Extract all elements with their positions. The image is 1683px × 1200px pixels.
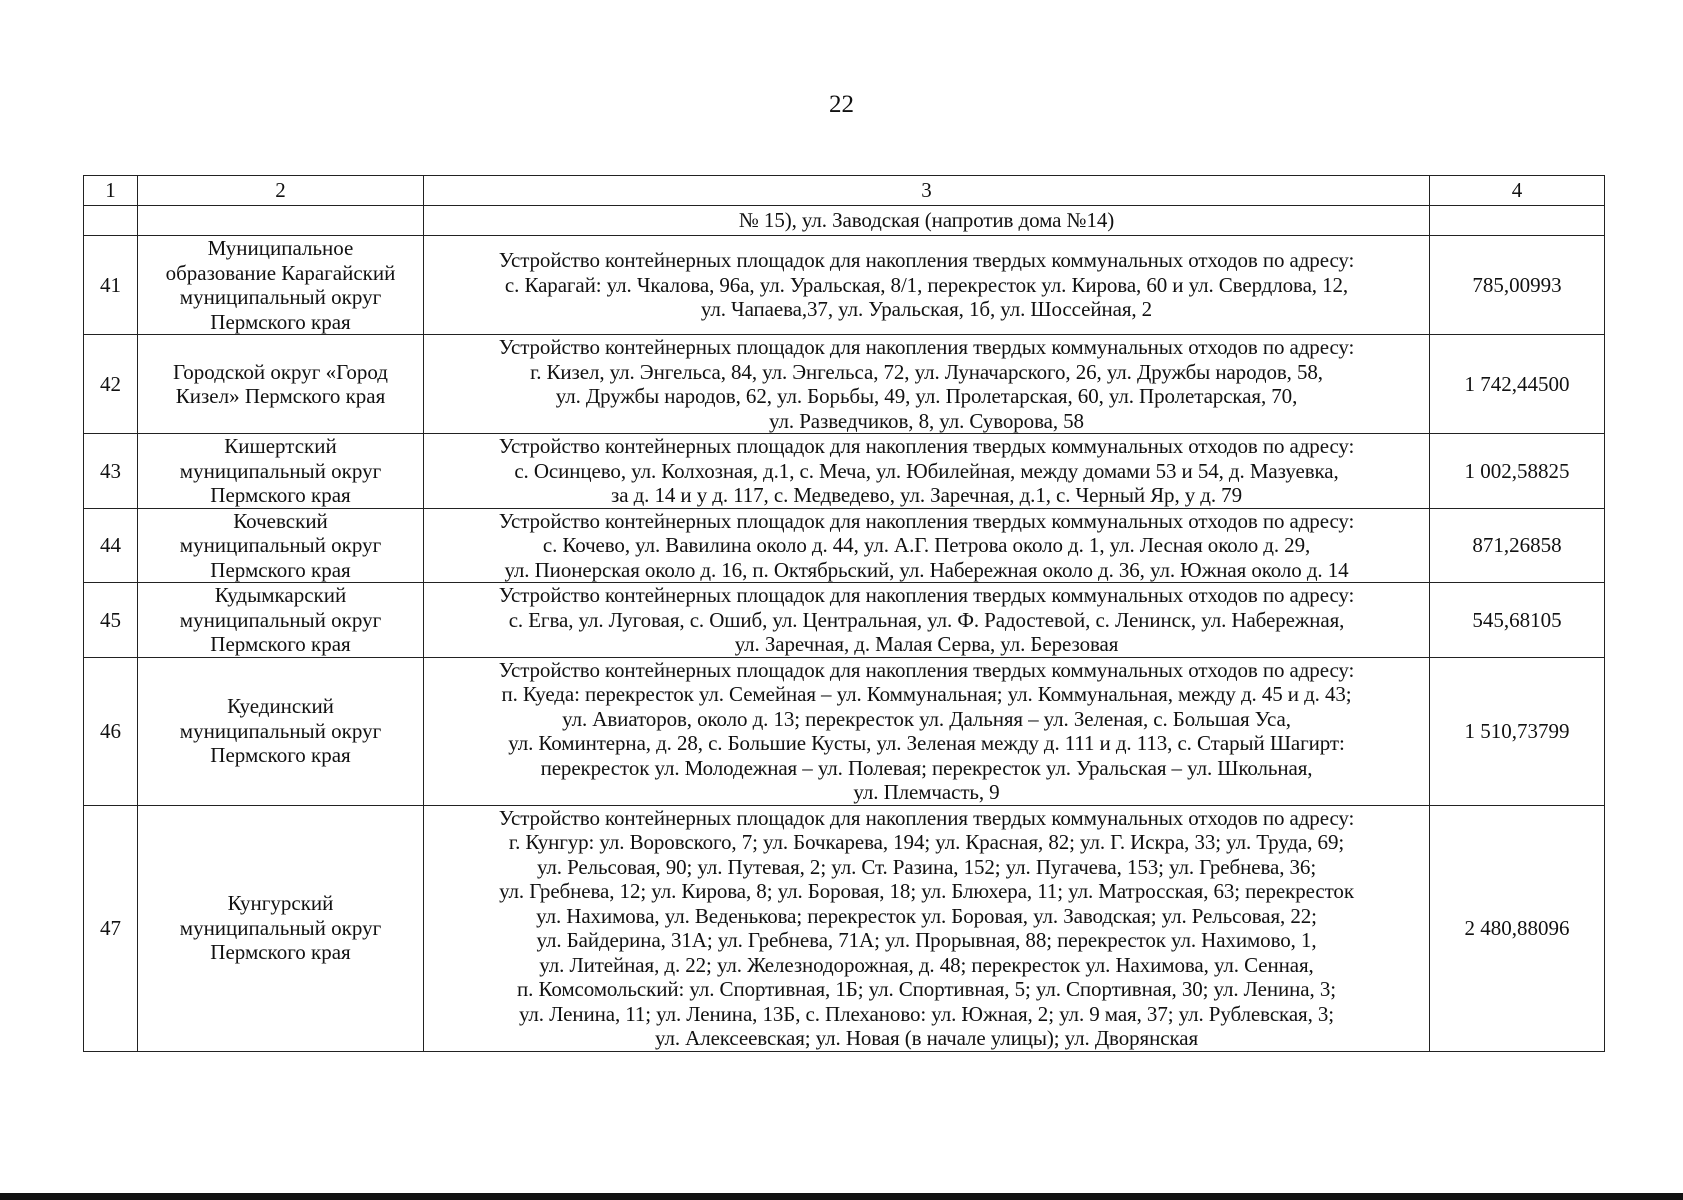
amount-cell: 1 742,44500 — [1430, 335, 1605, 434]
description-line: п. Куеда: перекресток ул. Семейная – ул. Коммунальная; ул. Коммунальная, между д. 45 и д. 43; — [501, 682, 1352, 706]
description-line: г. Кунгур: ул. Воровского, 7; ул. Бочкарева, 194; ул. Красная, 82; ул. Г. Искра, 33; ул. Труда, 69; — [508, 830, 1345, 854]
municipality-line: Кудымкарский — [214, 583, 347, 607]
description-line: с. Осинцево, ул. Колхозная, д.1, с. Меча, ул. Юбилейная, между домами 53 и 54, д. Мазуевка, — [514, 458, 1339, 483]
amount-cell: 1 002,58825 — [1430, 434, 1605, 509]
row-number-cell — [84, 206, 138, 236]
description-line: ул. Ленина, 11; ул. Ленина, 13Б, с. Плеханово: ул. Южная, 2; ул. 9 мая, 37; ул. Рублевская, 3; — [518, 1001, 1335, 1026]
municipality-line: Пермского края — [210, 557, 351, 582]
description-cell — [424, 805, 1430, 1051]
description-line: за д. 14 и у д. 117, с. Медведево, ул. Заречная, д.1, с. Черный Яр, у д. 79 — [611, 483, 1242, 507]
description-cell — [424, 335, 1430, 434]
municipality-line: муниципальный округ — [179, 607, 382, 632]
municipality-line: Городской округ «Город — [173, 359, 388, 384]
municipality-line: муниципальный округ — [179, 533, 382, 557]
table-row — [84, 508, 1605, 583]
description-cell — [424, 434, 1430, 509]
column-header-3: 3 — [424, 176, 1430, 206]
municipality-line: Кизел» Пермского края — [175, 384, 386, 408]
description-cell: № 15), ул. Заводская (напротив дома №14) — [424, 206, 1430, 236]
municipality-line: Пермского края — [210, 309, 351, 334]
description-line: с. Егва, ул. Луговая, с. Ошиб, ул. Центральная, ул. Ф. Радостевой, с. Ленинск, ул. Набережная, — [508, 607, 1345, 632]
municipality-cell — [138, 508, 424, 583]
description-line: Устройство контейнерных площадок для накопления твердых коммунальных отходов по адресу: — [498, 508, 1355, 533]
description-line: ул. Авиаторов, около д. 13; перекресток ул. Дальняя – ул. Зеленая, с. Большая Уса, — [562, 706, 1291, 731]
row-number-cell: 43 — [84, 434, 138, 509]
row-number-cell: 46 — [84, 657, 138, 805]
municipality-cell — [138, 657, 424, 805]
amount-cell: 1 510,73799 — [1430, 657, 1605, 805]
description-line: Устройство контейнерных площадок для накопления твердых коммунальных отходов по адресу: — [498, 657, 1355, 682]
municipality-cell — [138, 583, 424, 658]
municipality-line: Кунгурский — [227, 891, 334, 916]
amount-cell: 871,26858 — [1430, 508, 1605, 583]
municipality-cell — [138, 335, 424, 434]
amount-cell: 2 480,88096 — [1430, 805, 1605, 1051]
table-row — [84, 583, 1605, 658]
description-line: ул. Нахимова, ул. Веденькова; перекресток ул. Боровая, ул. Заводская; ул. Рельсовая, 22; — [536, 903, 1317, 928]
amount-cell: 545,68105 — [1430, 583, 1605, 658]
description-line: ул. Заречная, д. Малая Серва, ул. Березовая — [734, 632, 1119, 656]
table-row — [84, 335, 1605, 434]
description-cell — [424, 236, 1430, 335]
page-number: 22 — [829, 91, 854, 118]
description-line: Устройство контейнерных площадок для накопления твердых коммунальных отходов по адресу: — [498, 335, 1355, 359]
description-line: ул. Коминтерна, д. 28, с. Большие Кусты, ул. Зеленая между д. 111 и д. 113, с. Старый Шагирт: — [508, 731, 1345, 755]
row-number-cell: 47 — [84, 805, 138, 1051]
description-line: ул. Разведчиков, 8, ул. Суворова, 58 — [769, 408, 1084, 433]
municipality-cell — [138, 206, 424, 236]
description-line: с. Карагай: ул. Чкалова, 96а, ул. Уральская, 8/1, перекресток ул. Кирова, 60 и ул. Свердлова, 12, — [504, 272, 1349, 297]
description-line: Устройство контейнерных площадок для накопления твердых коммунальных отходов по адресу: — [498, 583, 1355, 607]
amount-cell — [1430, 206, 1605, 236]
municipality-line: Пермского края — [210, 632, 351, 656]
table-row — [84, 657, 1605, 805]
row-number-cell: 44 — [84, 508, 138, 583]
row-number-cell: 45 — [84, 583, 138, 658]
description-line: перекресток ул. Молодежная – ул. Полевая; перекресток ул. Уральская – ул. Школьная, — [540, 755, 1313, 780]
description-line: ул. Чапаева,37, ул. Уральская, 1б, ул. Шоссейная, 2 — [700, 297, 1153, 322]
municipality-line: образование Карагайский — [165, 260, 396, 285]
amount-cell: 785,00993 — [1430, 236, 1605, 335]
description-line: ул. Племчасть, 9 — [853, 780, 1000, 804]
municipality-cell — [138, 236, 424, 335]
description-cell — [424, 508, 1430, 583]
funding-table — [83, 175, 1605, 1052]
municipality-line: Муниципальное — [207, 236, 354, 260]
description-line: ул. Пионерская около д. 16, п. Октябрьский, ул. Набережная около д. 36, ул. Южная около д. 14 — [504, 557, 1349, 582]
row-number-cell: 42 — [84, 335, 138, 434]
scan-bottom-edge — [0, 1193, 1683, 1200]
continuation-row — [84, 206, 1605, 236]
description-cell — [424, 583, 1430, 658]
table-row — [84, 236, 1605, 335]
municipality-cell — [138, 434, 424, 509]
municipality-line: Пермского края — [210, 940, 351, 965]
municipality-cell — [138, 805, 424, 1051]
description-line: Устройство контейнерных площадок для накопления твердых коммунальных отходов по адресу: — [498, 805, 1355, 830]
municipality-line: Куединский — [227, 694, 334, 719]
municipality-line: Пермского края — [210, 483, 351, 507]
municipality-line: муниципальный округ — [179, 458, 382, 483]
description-line: с. Кочево, ул. Вавилина около д. 44, ул. А.Г. Петрова около д. 1, ул. Лесная около д. 29, — [542, 533, 1311, 557]
municipality-line: Кишертский — [224, 434, 337, 458]
description-line: ул. Дружбы народов, 62, ул. Борьбы, 49, ул. Пролетарская, 60, ул. Пролетарская, 70, — [555, 384, 1298, 408]
municipality-line: Пермского края — [210, 743, 351, 768]
municipality-line: Кочевский — [233, 508, 328, 533]
description-line: ул. Рельсовая, 90; ул. Путевая, 2; ул. Ст. Разина, 152; ул. Пугачева, 153; ул. Гребнева, 36; — [536, 854, 1317, 879]
table-row — [84, 434, 1605, 509]
column-header-1: 1 — [84, 176, 138, 206]
table-row — [84, 805, 1605, 1051]
municipality-line: муниципальный округ — [179, 915, 382, 940]
description-line: п. Комсомольский: ул. Спортивная, 1Б; ул. Спортивная, 5; ул. Спортивная, 30; ул. Ленина, 3; — [517, 977, 1336, 1001]
description-line: ул. Литейная, д. 22; ул. Железнодорожная, д. 48; перекресток ул. Нахимова, ул. Сенная, — [539, 952, 1314, 977]
description-line: г. Кизел, ул. Энгельса, 84, ул. Энгельса, 72, ул. Луначарского, 26, ул. Дружбы народов, 58, — [530, 359, 1323, 384]
row-number-cell: 41 — [84, 236, 138, 335]
description-line: ул. Гребнева, 12; ул. Кирова, 8; ул. Боровая, 18; ул. Блюхера, 11; ул. Матросская, 63; перекресток — [499, 879, 1354, 903]
description-line: ул. Байдерина, 31А; ул. Гребнева, 71А; ул. Прорывная, 88; перекресток ул. Нахимово, 1, — [536, 928, 1317, 952]
description-line: Устройство контейнерных площадок для накопления твердых коммунальных отходов по адресу: — [498, 434, 1355, 458]
table-header-row — [84, 176, 1605, 206]
description-cell — [424, 657, 1430, 805]
column-header-4: 4 — [1430, 176, 1605, 206]
description-line: ул. Алексеевская; ул. Новая (в начале улицы); ул. Дворянская — [654, 1026, 1199, 1050]
municipality-line: муниципальный округ — [179, 285, 382, 309]
description-line: Устройство контейнерных площадок для накопления твердых коммунальных отходов по адресу: — [498, 248, 1355, 273]
municipality-line: муниципальный округ — [179, 718, 382, 743]
column-header-2: 2 — [138, 176, 424, 206]
